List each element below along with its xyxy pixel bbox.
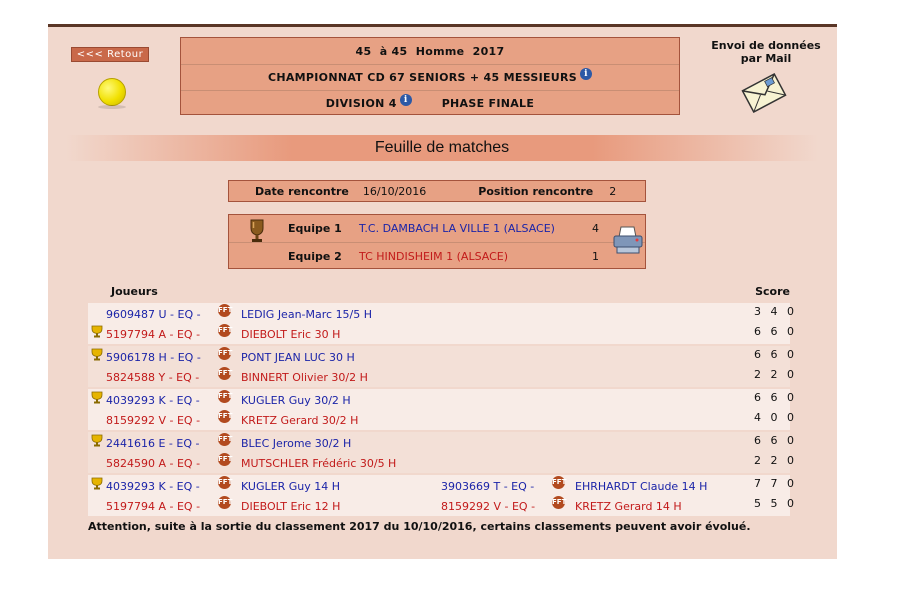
- trophy-icon: [91, 325, 103, 338]
- score-column-header: Score: [755, 285, 790, 298]
- player-license: 5197794 A - EQ -: [106, 500, 201, 513]
- fft-logo-icon: FFT: [552, 476, 565, 489]
- team2-label: Equipe 2: [288, 249, 342, 263]
- tennis-ball-shadow: [98, 105, 126, 109]
- team1-score: 4: [592, 222, 599, 235]
- trophy-icon: [91, 391, 103, 404]
- player-name[interactable]: KUGLER Guy 30/2 H: [241, 394, 351, 407]
- player-row: [88, 434, 797, 454]
- player-row: [88, 454, 797, 474]
- player-score: 6 6 0: [754, 325, 797, 338]
- envelope-icon[interactable]: [740, 71, 788, 115]
- player-license: 4039293 K - EQ -: [106, 480, 200, 493]
- player-score: 7 7 0: [754, 477, 797, 490]
- competition-line2: [181, 64, 679, 90]
- trophy-icon: [91, 348, 103, 361]
- player-row: [88, 411, 797, 431]
- player-name[interactable]: DIEBOLT Eric 30 H: [241, 328, 341, 341]
- player-license: 9609487 U - EQ -: [106, 308, 201, 321]
- fft-logo-icon: FFT: [218, 367, 231, 380]
- team1-name[interactable]: T.C. DAMBACH LA VILLE 1 (ALSACE): [359, 222, 555, 235]
- fft-logo-icon: FFT: [218, 410, 231, 423]
- fft-logo-icon: FFT: [218, 324, 231, 337]
- date-label: Date rencontre: [255, 184, 349, 198]
- match-row: [88, 389, 797, 430]
- player-row: [88, 305, 797, 325]
- competition-header: [180, 37, 680, 115]
- fft-logo-icon: FFT: [552, 496, 565, 509]
- player-score: 6 6 0: [754, 348, 797, 361]
- player-license: 5824590 A - EQ -: [106, 457, 201, 470]
- championship-name: CHAMPIONNAT CD 67 SENIORS + 45 MESSIEURS: [267, 71, 578, 84]
- player-name[interactable]: DIEBOLT Eric 12 H: [241, 500, 341, 513]
- info-icon[interactable]: i: [400, 94, 412, 106]
- player-score: 4 0 0: [754, 411, 797, 424]
- player-name[interactable]: LEDIG Jean-Marc 15/5 H: [241, 308, 373, 321]
- fft-logo-icon: FFT: [218, 453, 231, 466]
- competition-line1: [181, 38, 679, 64]
- team1-label: Equipe 1: [288, 222, 342, 235]
- section-title: Feuille de matches: [66, 135, 818, 161]
- fft-logo-icon: FFT: [218, 476, 231, 489]
- competition-category: 45 à 45 Homme 2017: [355, 44, 505, 58]
- player-score: 6 6 0: [754, 391, 797, 404]
- player-license: 2441616 E - EQ -: [106, 437, 200, 450]
- player-license: 8159292 V - EQ -: [106, 414, 201, 427]
- players-column-header: Joueurs: [111, 285, 158, 298]
- trophy-icon: [91, 434, 103, 447]
- match-row: [88, 303, 797, 344]
- team1-row: [229, 215, 645, 242]
- player-name[interactable]: KRETZ Gerard 30/2 H: [241, 414, 359, 427]
- player-row: [88, 391, 797, 411]
- mail-label-line2: par Mail: [740, 52, 792, 65]
- player-score: 6 6 0: [754, 434, 797, 447]
- player-score: 2 2 0: [754, 454, 797, 467]
- position-value: 2: [609, 184, 617, 198]
- fft-logo-icon: FFT: [218, 347, 231, 360]
- team2-row: [229, 242, 645, 269]
- fft-logo-icon: FFT: [218, 433, 231, 446]
- player-name[interactable]: MUTSCHLER Frédéric 30/5 H: [241, 457, 397, 470]
- team2-score: 1: [592, 249, 599, 263]
- ranking-notice: Attention, suite à la sortie du classement 2017 du 10/10/2016, certains classements peuvent avoir évolué.: [88, 520, 751, 533]
- partner-name[interactable]: KRETZ Gerard 14 H: [575, 500, 682, 513]
- player-row: [88, 497, 797, 517]
- player-license: 5197794 A - EQ -: [106, 328, 201, 341]
- fft-logo-icon: FFT: [218, 390, 231, 403]
- trophy-icon: [91, 477, 103, 490]
- partner-name[interactable]: EHRHARDT Claude 14 H: [575, 480, 708, 493]
- date-value: 16/10/2016: [362, 184, 427, 198]
- players-header: [88, 285, 790, 303]
- player-row: [88, 477, 797, 497]
- page-container: [48, 24, 837, 559]
- division-label: DIVISION 4: [325, 97, 397, 110]
- fft-logo-icon: FFT: [218, 496, 231, 509]
- player-name[interactable]: PONT JEAN LUC 30 H: [241, 351, 355, 364]
- match-row: [88, 432, 797, 473]
- partner-license: 3903669 T - EQ -: [441, 480, 535, 493]
- player-license: 5906178 H - EQ -: [106, 351, 201, 364]
- double-match-row: [88, 475, 797, 516]
- team2-name[interactable]: TC HINDISHEIM 1 (ALSACE): [359, 249, 509, 263]
- player-row: [88, 368, 797, 388]
- competition-line3: [181, 90, 679, 116]
- player-license: 5824588 Y - EQ -: [106, 371, 200, 384]
- match-row: [88, 346, 797, 387]
- tennis-ball-icon: [98, 78, 126, 106]
- position-label: Position rencontre: [478, 184, 594, 198]
- phase-label: PHASE FINALE: [441, 97, 535, 110]
- player-license: 4039293 K - EQ -: [106, 394, 200, 407]
- player-name[interactable]: KUGLER Guy 14 H: [241, 480, 340, 493]
- mail-label-line1: Envoi de données: [711, 39, 821, 52]
- fft-logo-icon: FFT: [218, 304, 231, 317]
- player-row: [88, 325, 797, 345]
- mail-send-label[interactable]: [696, 39, 836, 65]
- printer-icon[interactable]: [612, 225, 644, 255]
- info-icon[interactable]: i: [580, 68, 592, 80]
- back-button[interactable]: <<< Retour: [71, 47, 149, 62]
- player-score: 5 5 0: [754, 497, 797, 510]
- partner-license: 8159292 V - EQ -: [441, 500, 536, 513]
- player-row: [88, 348, 797, 368]
- player-score: 3 4 0: [754, 305, 797, 318]
- meeting-info: [228, 180, 646, 202]
- player-name[interactable]: BLEC Jerome 30/2 H: [241, 437, 352, 450]
- player-score: 2 2 0: [754, 368, 797, 381]
- player-name[interactable]: BINNERT Olivier 30/2 H: [241, 371, 368, 384]
- teams-box: [228, 214, 646, 269]
